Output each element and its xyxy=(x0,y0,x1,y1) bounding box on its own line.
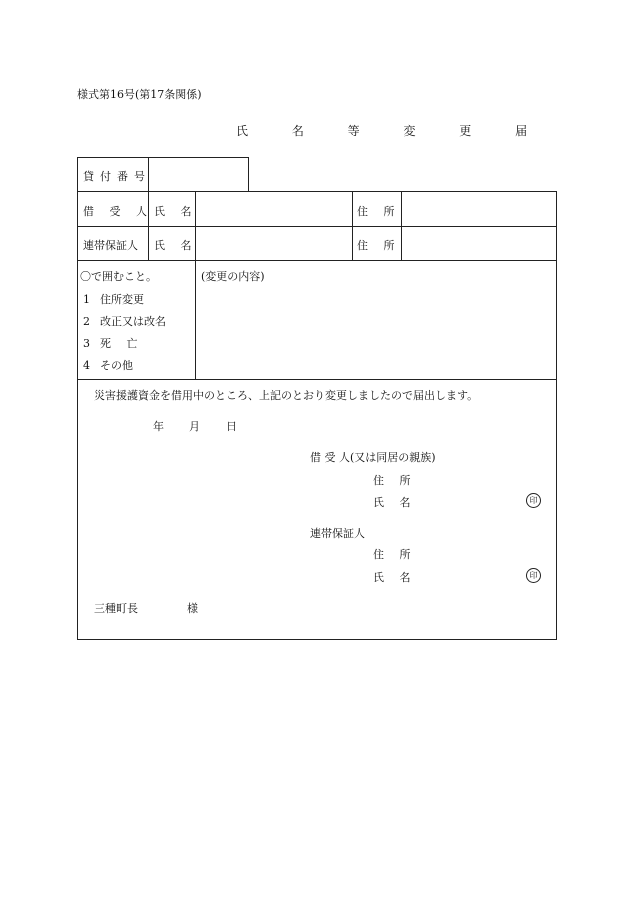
guarantor-sign-name-label: 氏 名 xyxy=(373,571,417,584)
borrower-label: 借 受 人 xyxy=(83,205,153,218)
seal-icon: 印 xyxy=(526,568,541,583)
loan-number-label: 貸付番号 xyxy=(83,170,151,183)
guarantor-name-label: 氏 名 xyxy=(154,239,198,252)
borrower-name-field[interactable] xyxy=(197,194,350,224)
borrower-sign-role: 借 受 人(又は同居の親族) xyxy=(310,451,436,464)
option-item[interactable]: 2 改正又は改名 xyxy=(83,315,166,328)
option-item[interactable]: 1 住所変更 xyxy=(83,293,144,306)
borrower-address-field[interactable] xyxy=(403,194,554,224)
form-title: 氏 名 等 変 更 届 xyxy=(236,124,548,138)
date-day: 日 xyxy=(226,420,237,433)
date-year: 年 xyxy=(153,420,164,433)
addressee: 三種町長 xyxy=(94,602,138,615)
change-content-field[interactable] xyxy=(197,284,554,376)
guarantor-name-field[interactable] xyxy=(197,229,350,258)
guarantor-address-field[interactable] xyxy=(403,229,554,258)
date-month: 月 xyxy=(189,420,200,433)
option-item[interactable]: 3 死 亡 xyxy=(83,337,144,350)
seal-icon: 印 xyxy=(526,493,541,508)
guarantor-label: 連帯保証人 xyxy=(83,239,138,252)
option-item[interactable]: 4 その他 xyxy=(83,359,133,372)
guarantor-sign-address-label: 住 所 xyxy=(373,548,417,561)
honorific: 様 xyxy=(187,602,198,615)
change-content-label: (変更の内容) xyxy=(201,270,265,283)
form-number: 様式第16号(第17条関係) xyxy=(77,88,202,101)
guarantor-sign-role: 連帯保証人 xyxy=(310,527,365,540)
borrower-name-label: 氏 名 xyxy=(154,205,198,218)
circle-instruction: 〇で囲むこと。 xyxy=(80,270,157,283)
borrower-sign-address-label: 住 所 xyxy=(373,474,417,487)
loan-number-field[interactable] xyxy=(150,160,246,189)
guarantor-address-label: 住 所 xyxy=(357,239,401,252)
borrower-address-label: 住 所 xyxy=(357,205,401,218)
declaration-text: 災害援護資金を借用中のところ、上記のとおり変更しましたので届出します。 xyxy=(94,389,479,402)
borrower-sign-name-label: 氏 名 xyxy=(373,496,417,509)
